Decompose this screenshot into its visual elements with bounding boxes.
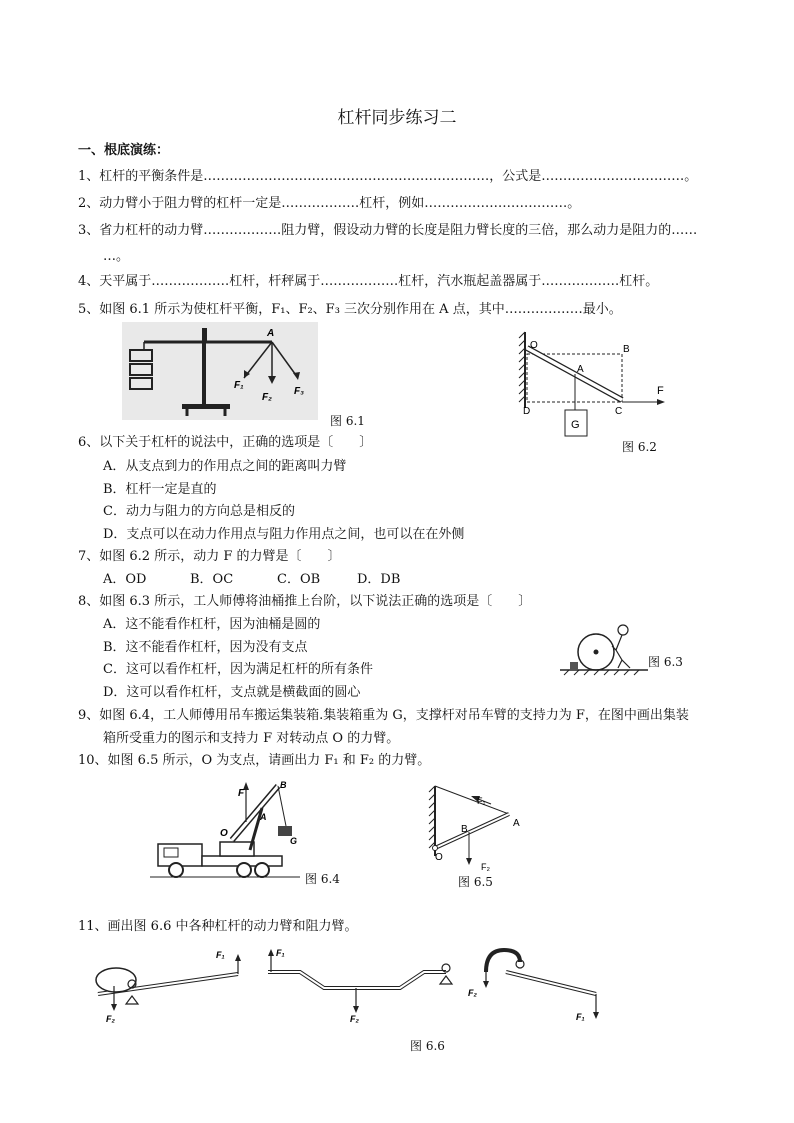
label-f3: F₃ [294, 386, 304, 397]
label-o: O [530, 340, 538, 351]
label-f1-b: F₁ [276, 948, 285, 958]
label-o-crane: O [220, 828, 228, 839]
question-5: 5、如图 6.1 所示为使杠杆平衡，F₁、F₂、F₃ 三次分别作用在 A 点，其中………………最小。 [78, 302, 622, 317]
page-title: 杠杆同步练习二 [337, 108, 457, 128]
question-11: 11、画出图 6.6 中各种杠杆的动力臂和阻力臂。 [78, 919, 358, 934]
caption-6-6: 图 6.6 [410, 1039, 445, 1053]
caption-6-4: 图 6.4 [305, 872, 340, 886]
figure-6-1 [122, 322, 318, 420]
label-d: D [523, 406, 531, 417]
figure-6-6 [88, 944, 618, 1026]
figure-6-5 [425, 782, 533, 878]
caption-6-2: 图 6.2 [622, 440, 657, 454]
question-1: 1、杠杆的平衡条件是…………………………………………………………，公式是……………………………。 [78, 169, 698, 184]
label-f2-65: F₂ [481, 862, 490, 872]
label-b-65: B [461, 824, 468, 835]
label-f: F [657, 385, 664, 397]
label-f2-c: F₂ [468, 988, 477, 998]
question-10: 10、如图 6.5 所示，O 为支点，请画出力 F₁ 和 F₂ 的力臂。 [78, 753, 431, 768]
caption-6-3: 图 6.3 [648, 655, 683, 669]
question-7-option-d: D．DB [357, 572, 401, 587]
label-a-crane: A [260, 812, 267, 822]
label-c: C [615, 406, 623, 417]
label-f2-b: F₂ [350, 1014, 359, 1024]
question-6-option-d: D．支点可以在动力作用点与阻力作用点之间，也可以在在外侧 [103, 527, 465, 542]
figure-6-3 [558, 620, 650, 680]
question-3-line2: …。 [103, 249, 130, 264]
label-f1-65: F₁ [477, 796, 486, 806]
label-f1-a: F₁ [216, 950, 225, 960]
question-8-option-d: D．这可以看作杠杆，支点就是横截面的圆心 [103, 685, 361, 700]
label-o-65: O [435, 852, 443, 863]
question-7-option-c: C．OB [277, 572, 321, 587]
label-b-crane: B [280, 780, 287, 790]
label-a: A [267, 328, 275, 339]
question-8-option-c: C．这可以看作杠杆，因为满足杠杆的所有条件 [103, 662, 373, 677]
label-a-65: A [513, 818, 520, 829]
figure-6-2 [515, 328, 673, 440]
label-f1: F₁ [234, 380, 244, 391]
label-b: B [623, 344, 630, 355]
question-6-option-b: B．杠杆一定是直的 [103, 482, 217, 497]
label-g-crane: G [290, 836, 298, 846]
question-6-option-a: A．从支点到力的作用点之间的距离叫力臂 [103, 459, 347, 474]
label-f1-c: F₁ [576, 1012, 585, 1022]
question-7: 7、如图 6.2 所示，动力 F 的力臂是〔 〕 [78, 549, 341, 564]
section-heading: 一、根底演练： [78, 143, 170, 158]
question-8-option-b: B．这不能看作杠杆，因为没有支点 [103, 640, 308, 655]
question-6-option-c: C．动力与阻力的方向总是相反的 [103, 504, 295, 519]
label-g: G [571, 419, 580, 431]
caption-6-1: 图 6.1 [330, 414, 365, 428]
question-2: 2、动力臂小于阻力臂的杠杆一定是………………杠杆，例如……………………………。 [78, 196, 581, 211]
label-f2-a: F₂ [106, 1014, 115, 1024]
label-f2: F₂ [262, 392, 272, 403]
label-f-crane: F [238, 788, 245, 799]
question-3-line1: 3、省力杠杆的动力臂………………阻力臂，假设动力臂的长度是阻力臂长度的三倍，那么动力是阻力的…… [78, 223, 698, 238]
figure-6-4 [150, 778, 300, 880]
label-a2: A [577, 364, 584, 375]
question-7-option-a: A．OD [103, 572, 147, 587]
question-8: 8、如图 6.3 所示，工人师傅将油桶推上台阶，以下说法正确的选项是〔 〕 [78, 594, 532, 609]
question-4: 4、天平属于………………杠杆，杆秤属于………………杠杆，汽水瓶起盖器属于………………杠杆。 [78, 274, 659, 289]
question-7-option-b: B．OC [190, 572, 234, 587]
question-9-line2: 箱所受重力的图示和支持力 F 对转动点 O 的力臂。 [103, 731, 400, 746]
question-6: 6、以下关于杠杆的说法中，正确的选项是〔 〕 [78, 435, 373, 450]
caption-6-5: 图 6.5 [458, 875, 493, 889]
question-9-line1: 9、如图 6.4，工人师傅用吊车搬运集装箱.集装箱重为 G，支撑杆对吊车臂的支持力为 F，在图中画出集装 [78, 708, 689, 723]
question-8-option-a: A．这不能看作杠杆，因为油桶是圆的 [103, 617, 321, 632]
